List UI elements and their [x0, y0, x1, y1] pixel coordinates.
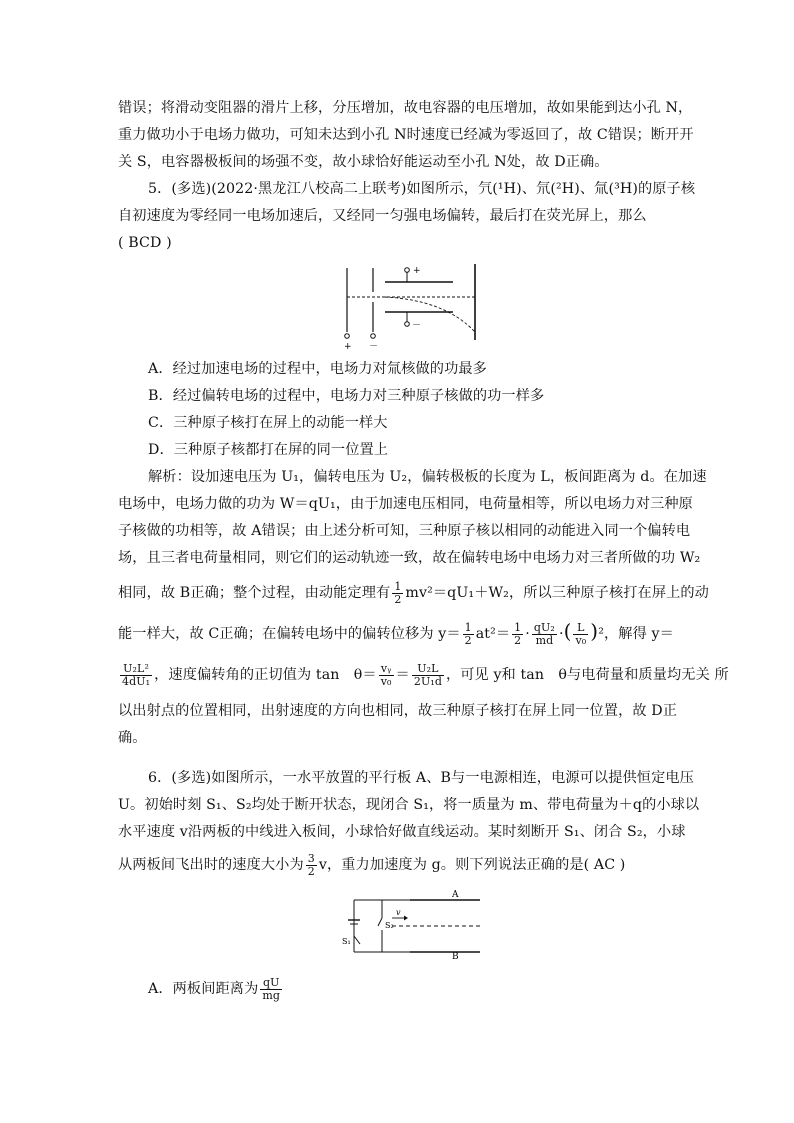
numerator: U₂L²: [120, 663, 152, 676]
denominator: md: [535, 633, 554, 647]
figure-parallel-plates-circuit: [340, 890, 490, 960]
text-segment: at²＝: [475, 626, 511, 642]
question-5-line: 自初速度为零经同一电场加速后，又经同一匀强电场偏转，最后打在荧光屏上，那么: [118, 208, 647, 224]
text-segment: ²，解得 y＝: [598, 626, 674, 642]
terminal-minus-label: －: [369, 342, 379, 350]
fraction: [412, 663, 444, 688]
solution-line: 解析：设加速电压为 U₁，偏转电压为 U₂，偏转极板的长度为 L，板间距离为 d。在加速: [148, 469, 707, 485]
numerator: U₂L: [412, 663, 444, 676]
fraction: [463, 622, 474, 647]
plate-b-label: B: [452, 952, 459, 960]
solution-line: 子核做的功相等，故 A错误；由上述分析可知，三种原子核以相同的动能进入同一个偏转电: [118, 523, 691, 539]
fraction: [512, 622, 523, 647]
denominator: 2: [394, 592, 402, 606]
question-5-line: 5．(多选)(2022·黑龙江八校高二上联考)如图所示，氕(¹H)、氘(²H)、氚(³H)的原子核: [148, 181, 696, 197]
terminal: [405, 268, 410, 273]
fraction: [379, 663, 394, 688]
terminal: [345, 334, 350, 339]
text-segment: ，速度偏转角的正切值为 tan θ＝: [154, 667, 377, 683]
option-a-with-formula: [148, 976, 708, 1003]
text-line: 关 S，电容器极板间的场强不变，故小球恰好能运动至小孔 N处，故 D正确。: [118, 154, 609, 170]
text-segment: ·: [558, 626, 564, 642]
velocity-label: v: [396, 908, 401, 917]
switch-s2: [378, 918, 382, 926]
solution-line: 电场中，电场力做的功为 W＝qU₁，由于加速电压相同，电荷量相等，所以电场力对三种原: [118, 496, 693, 512]
figure-deflection-apparatus: [335, 260, 495, 350]
question-6-line: 水平速度 v沿两板的中线进入板间，小球恰好做直线运动。某时刻断开 S₁、闭合 S₂，小球: [118, 824, 686, 840]
numerator: vᵧ: [379, 663, 394, 676]
denominator: 4dU₁: [122, 674, 151, 688]
fraction: [306, 853, 317, 878]
paren-close: ): [590, 619, 599, 643]
text-segment: v，重力加速度为 g。则下列说法正确的是( AC ): [318, 857, 626, 873]
fraction: [260, 977, 282, 1002]
solution-line-with-formula: [118, 618, 678, 648]
switch-s2-label: S₂: [385, 921, 394, 930]
numerator: qU: [260, 977, 282, 990]
paren-open: (: [563, 619, 572, 643]
numerator: L: [573, 622, 588, 635]
solution-line-with-formula: [118, 579, 709, 607]
text-line: 错误；将滑动变阻器的滑片上移，分压增加，故电容器的电压增加，故如果能到达小孔 N，: [118, 100, 693, 116]
terminal: [405, 322, 410, 327]
denominator: 2: [307, 864, 315, 878]
text-segment: A．两板间距离为: [148, 981, 259, 997]
trajectory-curve: [385, 297, 475, 332]
text-segment: 从两板间飞出时的速度大小为: [118, 857, 304, 873]
velocity-arrow-head: [404, 916, 408, 921]
numerator: 1: [464, 620, 472, 634]
switch-s1-label: S₁: [342, 937, 351, 946]
text-segment: ，可见 y和 tan θ与电荷量和质量均无关 所: [445, 667, 729, 683]
option-c: C．三种原子核打在屏上的动能一样大: [148, 415, 388, 431]
fraction: [532, 622, 557, 647]
question-6-line-with-formula: [118, 852, 678, 879]
top-plate-plus-label: +: [413, 266, 421, 276]
question-6-line: 6．(多选)如图所示，一水平放置的平行板 A、B与一电源相连，电源可以提供恒定电压: [148, 770, 694, 786]
text-segment: ·: [525, 626, 530, 642]
solution-line: 场，且三者电荷量相同，则它们的运动轨迹一致，故在偏转电场中电场力对三者所做的功 W₂: [118, 550, 701, 566]
denominator: 2U₁d: [413, 674, 442, 688]
switch-s1: [354, 936, 360, 944]
option-b: B．经过偏转电场的过程中，电场力对三种原子核做的功一样多: [148, 388, 545, 404]
option-a: A．经过加速电场的过程中，电场力对氚核做的功最多: [148, 361, 487, 377]
text-segment: mv²＝qU₁＋W₂，所以三种原子核打在屏上的动: [405, 585, 709, 601]
numerator: 3: [307, 851, 315, 865]
denominator: v₀: [380, 674, 392, 688]
solution-line: 以出射点的位置相同，出射速度的方向也相同，故三种原子核打在屏上同一位置，故 D正: [118, 703, 678, 719]
denominator: v₀: [575, 633, 587, 647]
solution-line: 确。: [118, 730, 147, 746]
bottom-plate-minus-label: －: [412, 321, 422, 331]
numerator: qU₂: [533, 620, 555, 634]
option-d: D．三种原子核都打在屏的同一位置上: [148, 442, 389, 458]
terminal-plus-label: +: [344, 342, 352, 350]
text-segment: 能一样大，故 C正确；在偏转电场中的偏转位移为 y＝: [118, 626, 461, 642]
terminal: [371, 334, 376, 339]
numerator: 1: [394, 579, 402, 593]
fraction: [392, 581, 403, 606]
text-line: 重力做功小于电场力做功，可知未达到小孔 N时速度已经减为零返回了，故 C错误；断开开: [118, 127, 694, 143]
text-segment: ＝: [395, 667, 410, 683]
solution-line-with-formula: [118, 661, 729, 689]
question-6-line: U。初始时刻 S₁、S₂均处于断开状态，现闭合 S₁，将一质量为 m、带电荷量为＋q的小球以: [118, 797, 700, 813]
numerator: 1: [514, 620, 522, 634]
denominator: 2: [514, 633, 522, 647]
denominator: mg: [262, 988, 281, 1002]
denominator: 2: [464, 633, 472, 647]
fraction: [120, 663, 152, 688]
question-5-answer: ( BCD ): [118, 235, 172, 251]
text-segment: 相同，故 B正确；整个过程，由动能定理有: [118, 585, 391, 601]
plate-a-label: A: [452, 890, 459, 900]
fraction: [573, 622, 588, 647]
